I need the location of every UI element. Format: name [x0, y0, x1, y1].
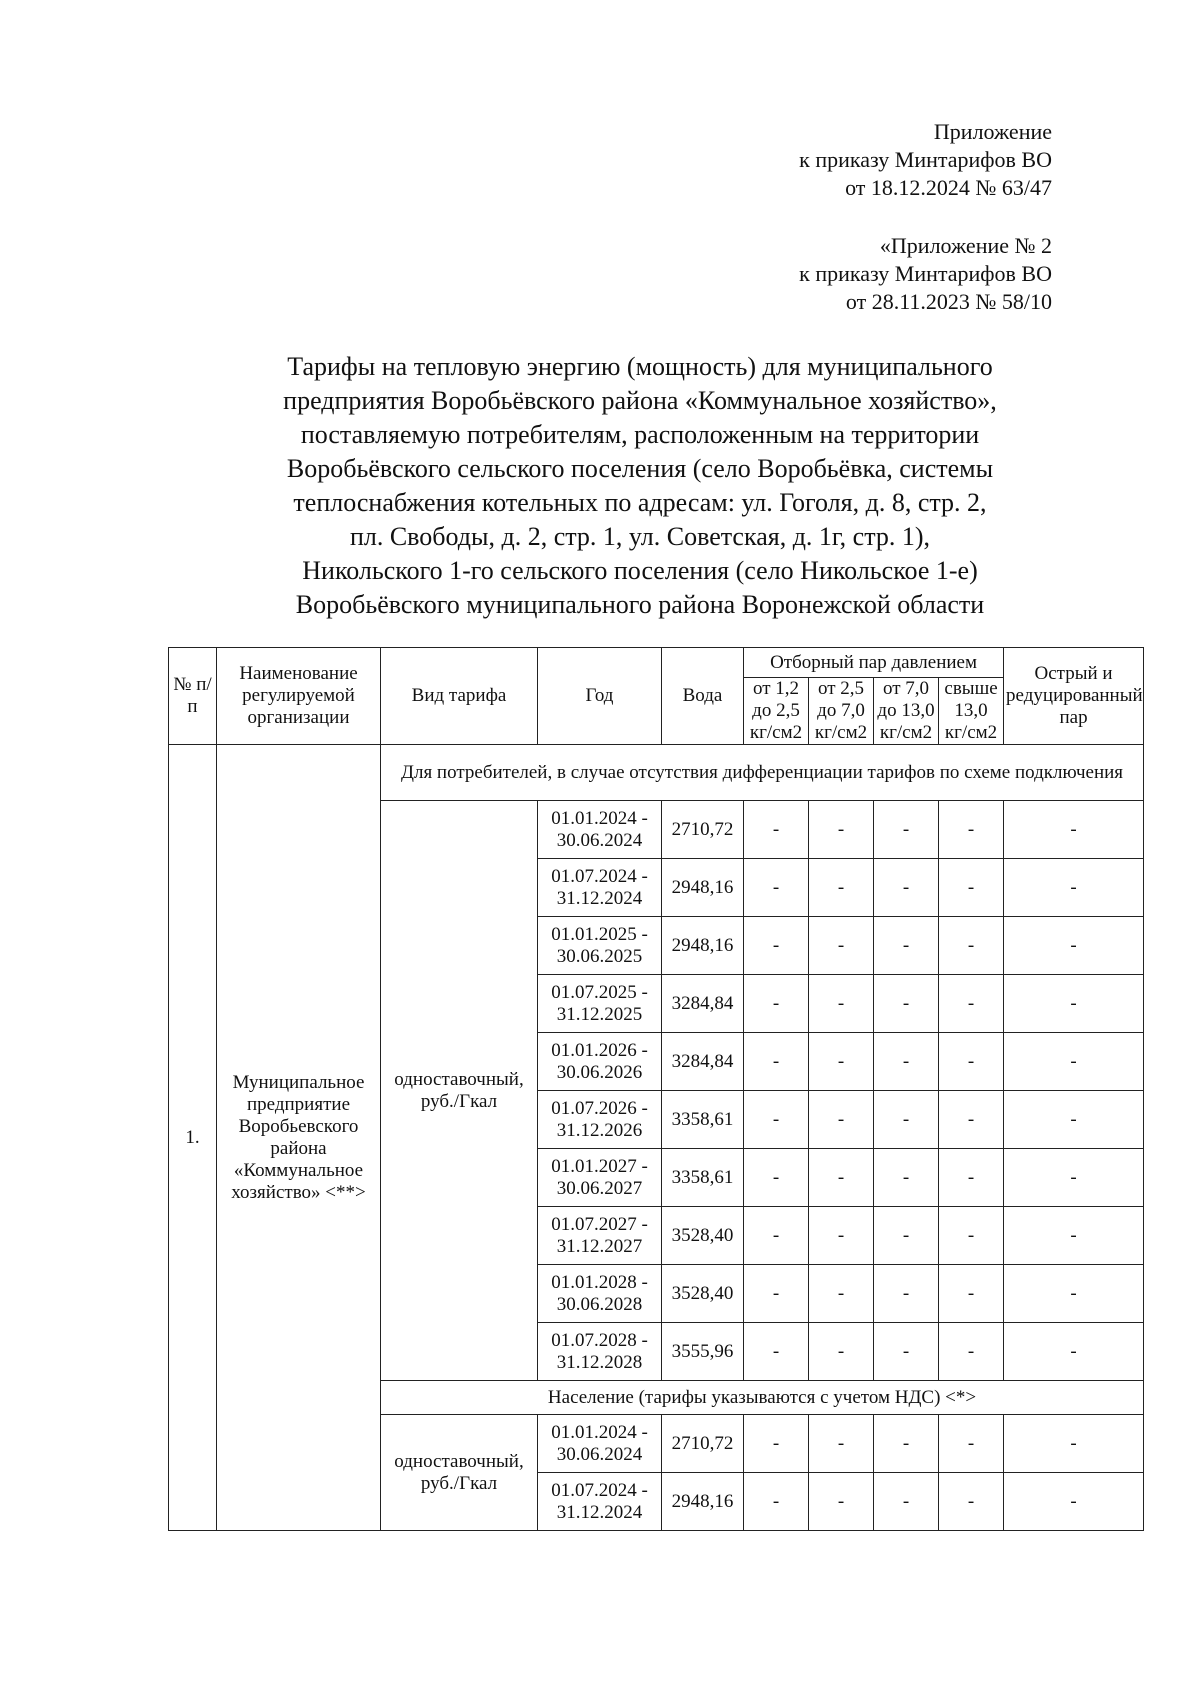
- steam-2-cell: -: [809, 1415, 874, 1473]
- water-tariff-cell: 2948,16: [662, 917, 744, 975]
- steam-4-cell: -: [939, 1323, 1004, 1381]
- steam-4-cell: -: [939, 859, 1004, 917]
- appendix-header: [799, 118, 1052, 202]
- water-tariff-cell: 3358,61: [662, 1091, 744, 1149]
- steam-2-cell: -: [809, 1473, 874, 1531]
- steam-3-cell: -: [874, 1207, 939, 1265]
- period-cell: 01.01.2028 - 30.06.2028: [538, 1265, 662, 1323]
- header-year: Год: [538, 648, 662, 745]
- sharp-steam-cell: -: [1004, 1207, 1144, 1265]
- title-line: Никольского 1-го сельского поселения (село Никольское 1-е): [302, 556, 978, 585]
- steam-3-cell: -: [874, 1091, 939, 1149]
- header-steam-1: от 1,2 до 2,5 кг/см2: [744, 678, 809, 745]
- sharp-steam-cell: -: [1004, 917, 1144, 975]
- steam-3-cell: -: [874, 1149, 939, 1207]
- period-cell: 01.01.2024 - 30.06.2024: [538, 801, 662, 859]
- period-cell: 01.01.2025 - 30.06.2025: [538, 917, 662, 975]
- steam-3-cell: -: [874, 801, 939, 859]
- water-tariff-cell: 3528,40: [662, 1207, 744, 1265]
- steam-1-cell: -: [744, 1265, 809, 1323]
- steam-2-cell: -: [809, 801, 874, 859]
- header-tariff-type: Вид тарифа: [381, 648, 538, 745]
- steam-3-cell: -: [874, 1265, 939, 1323]
- steam-4-cell: -: [939, 1265, 1004, 1323]
- steam-3-cell: -: [874, 1033, 939, 1091]
- steam-2-cell: -: [809, 917, 874, 975]
- water-tariff-cell: 3358,61: [662, 1149, 744, 1207]
- document-title: [200, 350, 1080, 622]
- steam-4-cell: -: [939, 917, 1004, 975]
- steam-4-cell: -: [939, 1033, 1004, 1091]
- title-line: Воробьёвского муниципального района Воронежской области: [295, 590, 985, 619]
- period-cell: 01.07.2028 - 31.12.2028: [538, 1323, 662, 1381]
- steam-1-cell: -: [744, 917, 809, 975]
- steam-1-cell: -: [744, 1415, 809, 1473]
- steam-4-cell: -: [939, 1149, 1004, 1207]
- steam-2-cell: -: [809, 1207, 874, 1265]
- sharp-steam-cell: -: [1004, 1091, 1144, 1149]
- water-tariff-cell: 2710,72: [662, 1415, 744, 1473]
- appendix-header-line: к приказу Минтарифов ВО: [799, 147, 1052, 172]
- water-tariff-cell: 3284,84: [662, 1033, 744, 1091]
- header-steam-4: свыше 13,0 кг/см2: [939, 678, 1004, 745]
- title-line: Воробьёвского сельского поселения (село Воробьёвка, системы: [286, 454, 994, 483]
- period-cell: 01.01.2024 - 30.06.2024: [538, 1415, 662, 1473]
- steam-3-cell: -: [874, 1415, 939, 1473]
- water-tariff-cell: 3555,96: [662, 1323, 744, 1381]
- water-tariff-cell: 3528,40: [662, 1265, 744, 1323]
- header-sharp-steam: Острый и редуцированный пар: [1004, 648, 1144, 745]
- period-cell: 01.07.2025 - 31.12.2025: [538, 975, 662, 1033]
- steam-3-cell: -: [874, 859, 939, 917]
- steam-2-cell: -: [809, 1033, 874, 1091]
- steam-3-cell: -: [874, 1323, 939, 1381]
- steam-3-cell: -: [874, 917, 939, 975]
- steam-1-cell: -: [744, 1323, 809, 1381]
- sharp-steam-cell: -: [1004, 1415, 1144, 1473]
- header-org: Наименование регулируемой организации: [217, 648, 381, 745]
- water-tariff-cell: 2948,16: [662, 859, 744, 917]
- steam-2-cell: -: [809, 1323, 874, 1381]
- sharp-steam-cell: -: [1004, 975, 1144, 1033]
- title-line: теплоснабжения котельных по адресам: ул. Гоголя, д. 8, стр. 2,: [293, 488, 987, 517]
- steam-1-cell: -: [744, 859, 809, 917]
- steam-1-cell: -: [744, 1149, 809, 1207]
- steam-2-cell: -: [809, 859, 874, 917]
- header-steam-2: от 2,5 до 7,0 кг/см2: [809, 678, 874, 745]
- appendix-header-line: «Приложение № 2: [879, 233, 1052, 258]
- header-water: Вода: [662, 648, 744, 745]
- steam-3-cell: -: [874, 975, 939, 1033]
- original-appendix-header: [799, 232, 1052, 316]
- sharp-steam-cell: -: [1004, 1323, 1144, 1381]
- sharp-steam-cell: -: [1004, 859, 1144, 917]
- period-cell: 01.07.2024 - 31.12.2024: [538, 859, 662, 917]
- steam-1-cell: -: [744, 975, 809, 1033]
- appendix-header-line: от 28.11.2023 № 58/10: [845, 289, 1052, 314]
- steam-4-cell: -: [939, 801, 1004, 859]
- tariff-table: [168, 647, 1144, 1531]
- steam-1-cell: -: [744, 1033, 809, 1091]
- steam-1-cell: -: [744, 801, 809, 859]
- header-steam-group: Отборный пар давлением: [744, 648, 1004, 678]
- steam-4-cell: -: [939, 975, 1004, 1033]
- steam-1-cell: -: [744, 1473, 809, 1531]
- title-line: пл. Свободы, д. 2, стр. 1, ул. Советская, д. 1г, стр. 1),: [349, 522, 931, 551]
- sharp-steam-cell: -: [1004, 1033, 1144, 1091]
- steam-2-cell: -: [809, 1265, 874, 1323]
- appendix-header-line: от 18.12.2024 № 63/47: [845, 175, 1052, 200]
- section-heading: Для потребителей, в случае отсутствия дифференциации тарифов по схеме подключения: [381, 745, 1144, 801]
- header-num: № п/п: [169, 648, 217, 745]
- organization-name: Муниципальное предприятие Воробьевского района «Коммунальное хозяйство» <**>: [217, 745, 381, 1531]
- steam-1-cell: -: [744, 1091, 809, 1149]
- steam-4-cell: -: [939, 1207, 1004, 1265]
- steam-4-cell: -: [939, 1473, 1004, 1531]
- tariff-type-cell: одноставочный, руб./Гкал: [381, 1415, 538, 1531]
- header-steam-3: от 7,0 до 13,0 кг/см2: [874, 678, 939, 745]
- title-line: Тарифы на тепловую энергию (мощность) для муниципального: [287, 352, 993, 381]
- steam-4-cell: -: [939, 1091, 1004, 1149]
- sharp-steam-cell: -: [1004, 801, 1144, 859]
- title-line: предприятия Воробьёвского района «Коммунальное хозяйство»,: [283, 386, 997, 415]
- tariff-type-cell: одноставочный, руб./Гкал: [381, 801, 538, 1381]
- steam-1-cell: -: [744, 1207, 809, 1265]
- sharp-steam-cell: -: [1004, 1265, 1144, 1323]
- steam-2-cell: -: [809, 1149, 874, 1207]
- steam-2-cell: -: [809, 975, 874, 1033]
- steam-3-cell: -: [874, 1473, 939, 1531]
- period-cell: 01.07.2027 - 31.12.2027: [538, 1207, 662, 1265]
- appendix-header-line: к приказу Минтарифов ВО: [799, 261, 1052, 286]
- appendix-header-line: Приложение: [933, 119, 1052, 144]
- water-tariff-cell: 2710,72: [662, 801, 744, 859]
- steam-4-cell: -: [939, 1415, 1004, 1473]
- title-line: поставляемую потребителям, расположенным на территории: [300, 420, 980, 449]
- period-cell: 01.01.2026 - 30.06.2026: [538, 1033, 662, 1091]
- sharp-steam-cell: -: [1004, 1473, 1144, 1531]
- water-tariff-cell: 3284,84: [662, 975, 744, 1033]
- sharp-steam-cell: -: [1004, 1149, 1144, 1207]
- steam-2-cell: -: [809, 1091, 874, 1149]
- water-tariff-cell: 2948,16: [662, 1473, 744, 1531]
- section-heading: Население (тарифы указываются с учетом НДС) <*>: [381, 1381, 1144, 1415]
- period-cell: 01.01.2027 - 30.06.2027: [538, 1149, 662, 1207]
- row-number: 1.: [169, 745, 217, 1531]
- period-cell: 01.07.2024 - 31.12.2024: [538, 1473, 662, 1531]
- period-cell: 01.07.2026 - 31.12.2026: [538, 1091, 662, 1149]
